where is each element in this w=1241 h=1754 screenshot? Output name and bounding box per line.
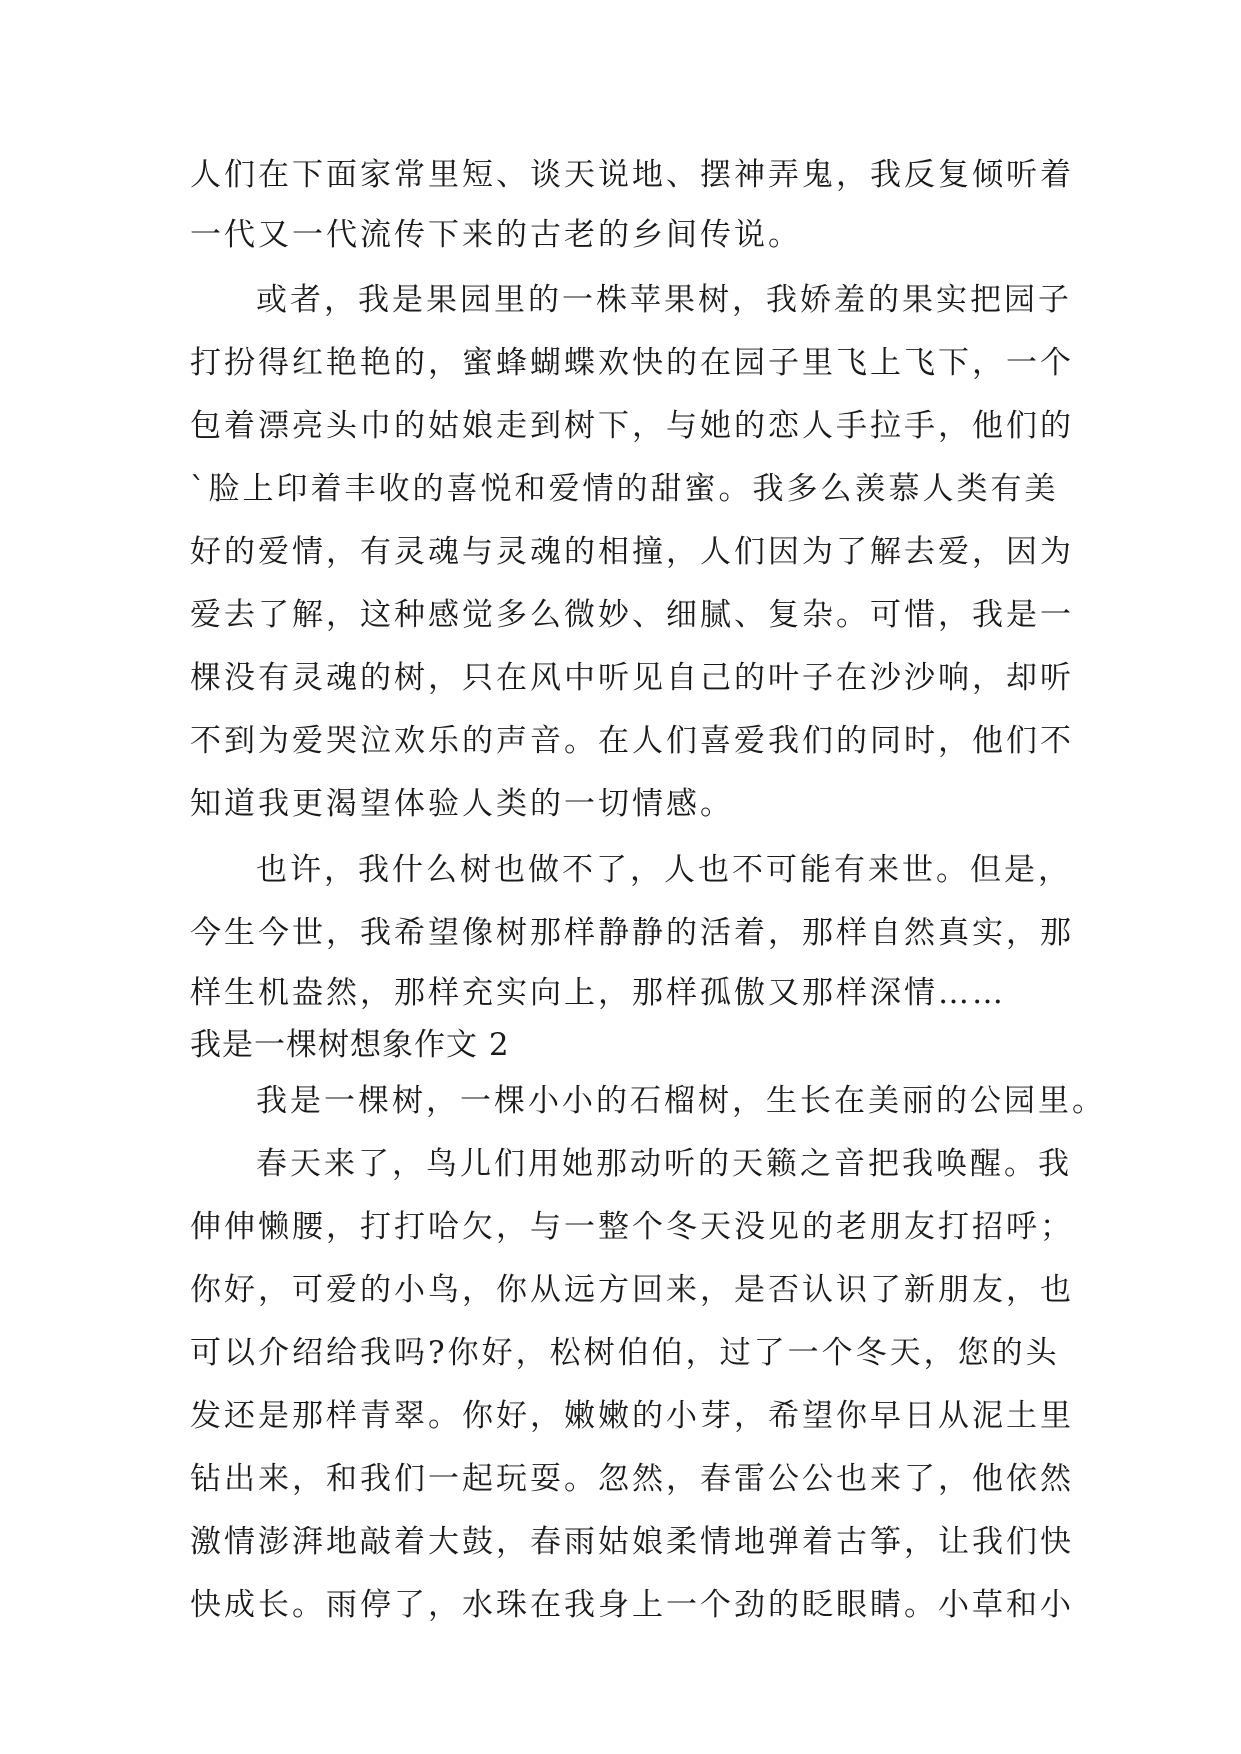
paragraph-start: 我是一棵树，一棵小小的石榴树，生长在美丽的公园里。 [256, 1083, 1106, 1119]
text-line: 样生机盎然，那样充实向上，那样孤傲又那样深情…… [190, 975, 1006, 1011]
text-line: 发还是那样青翠。你好，嫩嫩的小芽，希望你早日从泥土里 [190, 1398, 1074, 1434]
text-line: `脸上印着丰收的喜悦和爱情的甜蜜。我多么羡慕人类有美 [190, 471, 1059, 507]
text-line: 打扮得红艳艳的，蜜蜂蝴蝶欢快的在园子里飞上飞下，一个 [190, 345, 1074, 381]
paragraph-start: 也许，我什么树也做不了，人也不可能有来世。但是， [256, 852, 1072, 888]
text-line: 棵没有灵魂的树，只在风中听见自己的叶子在沙沙响，却听 [190, 660, 1074, 696]
text-line: 快成长。雨停了，水珠在我身上一个劲的眨眼睛。小草和小 [190, 1587, 1074, 1623]
text-line: 包着漂亮头巾的姑娘走到树下，与她的恋人手拉手，他们的 [190, 408, 1074, 444]
text-line: 可以介绍给我吗?你好，松树伯伯，过了一个冬天，您的头 [190, 1335, 1060, 1371]
text-line: 好的爱情，有灵魂与灵魂的相撞，人们因为了解去爱，因为 [190, 534, 1074, 570]
paragraph-start: 或者，我是果园里的一株苹果树，我娇羞的果实把园子 [256, 282, 1072, 318]
text-line: 今生今世，我希望像树那样静静的活着，那样自然真实，那 [190, 915, 1074, 951]
text-line: 钻出来，和我们一起玩耍。忽然，春雷公公也来了，他依然 [190, 1461, 1074, 1497]
text-line: 伸伸懒腰，打打哈欠，与一整个冬天没见的老朋友打招呼； [190, 1209, 1074, 1245]
text-line: 一代又一代流传下来的古老的乡间传说。 [190, 217, 802, 253]
paragraph-start: 春天来了，鸟儿们用她那动听的天籁之音把我唤醒。我 [256, 1146, 1072, 1182]
text-line: 激情澎湃地敲着大鼓，春雨姑娘柔情地弹着古筝，让我们快 [190, 1524, 1074, 1560]
text-line: 人们在下面家常里短、谈天说地、摆神弄鬼，我反复倾听着 [190, 157, 1074, 193]
text-line: 不到为爱哭泣欢乐的声音。在人们喜爱我们的同时，他们不 [190, 723, 1074, 759]
text-line: 你好，可爱的小鸟，你从远方回来，是否认识了新朋友，也 [190, 1272, 1074, 1308]
section-title: 我是一棵树想象作文 2 [190, 1027, 510, 1063]
text-line: 知道我更渴望体验人类的一切情感。 [190, 786, 734, 822]
text-line: 爱去了解，这种感觉多么微妙、细腻、复杂。可惜，我是一 [190, 597, 1074, 633]
